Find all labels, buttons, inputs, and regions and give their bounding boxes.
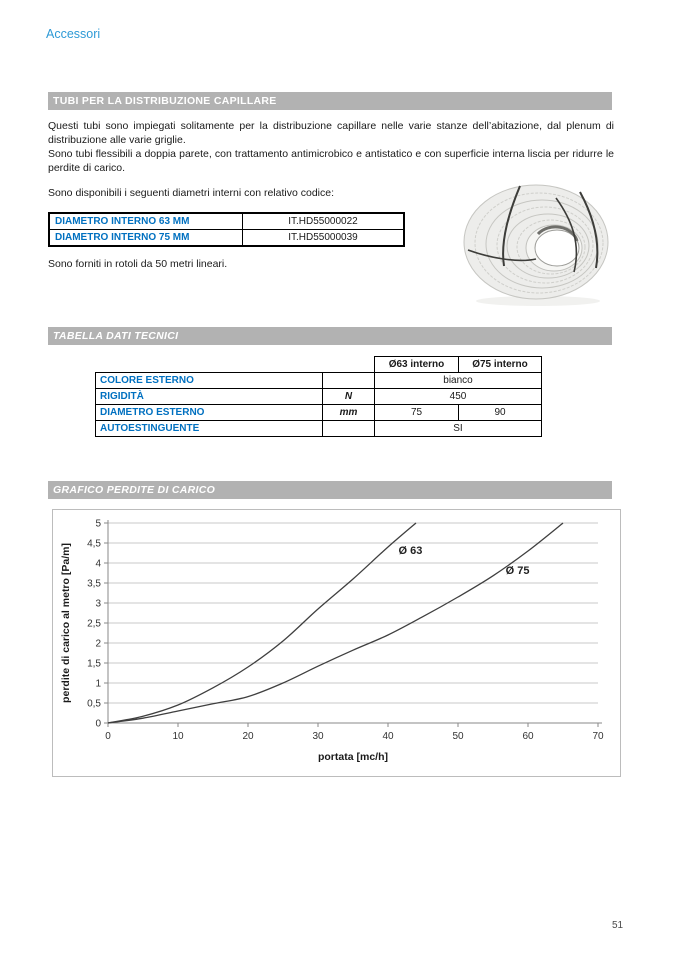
section-title: GRAFICO PERDITE DI CARICO xyxy=(53,484,216,496)
svg-text:perdite di carico al metro [Pa: perdite di carico al metro [Pa/m] xyxy=(60,543,72,703)
diameter-63-label: DIAMETRO INTERNO 63 MM xyxy=(49,213,243,230)
svg-text:0: 0 xyxy=(95,718,101,730)
svg-text:4,5: 4,5 xyxy=(87,538,101,550)
svg-text:60: 60 xyxy=(522,731,534,742)
svg-text:30: 30 xyxy=(312,731,324,742)
row-value: 450 xyxy=(375,389,542,405)
svg-text:1,5: 1,5 xyxy=(87,658,101,670)
svg-text:10: 10 xyxy=(172,731,184,742)
row-label: DIAMETRO ESTERNO xyxy=(96,405,323,421)
page-number: 51 xyxy=(612,920,624,931)
row-value: SI xyxy=(375,421,542,437)
row-unit xyxy=(323,421,375,437)
row-unit: N xyxy=(323,389,375,405)
codes-intro-line: Sono disponibili i seguenti diametri interni con relativo codice: xyxy=(48,187,334,199)
section-bar-tabella-dati xyxy=(48,327,612,345)
row-value-d63: 75 xyxy=(375,405,459,421)
row-value-d75: 90 xyxy=(459,405,542,421)
svg-text:20: 20 xyxy=(242,731,254,742)
supply-note-line: Sono forniti in rotoli da 50 metri lineari. xyxy=(48,258,228,270)
table-header-row xyxy=(96,357,542,373)
svg-text:70: 70 xyxy=(592,731,604,742)
table-row xyxy=(49,213,404,230)
col-header-d75: Ø75 interno xyxy=(459,357,542,373)
svg-text:portata [mc/h]: portata [mc/h] xyxy=(317,751,389,763)
table-row xyxy=(49,230,404,247)
svg-text:40: 40 xyxy=(382,731,394,742)
svg-text:2,5: 2,5 xyxy=(87,618,101,630)
section-bar-tubi-capillare xyxy=(48,92,612,110)
diameter-63-code: IT.HD55000022 xyxy=(243,213,405,230)
page-header-accessori: Accessori xyxy=(46,27,101,41)
row-label: COLORE ESTERNO xyxy=(96,373,323,389)
svg-text:3,5: 3,5 xyxy=(87,578,101,590)
technical-data-table xyxy=(95,356,542,437)
svg-text:Ø 63: Ø 63 xyxy=(398,545,423,558)
row-unit: mm xyxy=(323,405,375,421)
svg-text:Ø 75: Ø 75 xyxy=(505,565,530,578)
svg-text:3: 3 xyxy=(95,598,101,610)
svg-text:1: 1 xyxy=(95,678,101,690)
col-header-d63: Ø63 interno xyxy=(375,357,459,373)
svg-text:2: 2 xyxy=(95,638,101,650)
table-row xyxy=(96,373,542,389)
section-bar-grafico xyxy=(48,481,612,499)
row-unit xyxy=(323,373,375,389)
table-row xyxy=(96,405,542,421)
row-label: RIGIDITÀ xyxy=(96,389,323,405)
diameter-75-label: DIAMETRO INTERNO 75 MM xyxy=(49,230,243,247)
pressure-loss-chart xyxy=(53,510,618,774)
product-photo-coil xyxy=(460,180,618,310)
diameter-codes-table xyxy=(48,212,405,247)
diameter-75-code: IT.HD55000039 xyxy=(243,230,405,247)
table-row xyxy=(96,389,542,405)
svg-text:5: 5 xyxy=(95,518,101,530)
intro-paragraphs xyxy=(48,120,614,176)
row-label: AUTOESTINGUENTE xyxy=(96,421,323,437)
intro-paragraph-2: Sono tubi flessibili a doppia parete, con trattamento antimicrobico e antistatico e con superficie interna liscia per ridurre le perdite di carico. xyxy=(48,147,614,174)
svg-text:0,5: 0,5 xyxy=(87,698,101,710)
svg-text:50: 50 xyxy=(452,731,464,742)
svg-text:4: 4 xyxy=(95,558,101,570)
intro-paragraph-1: Questi tubi sono impiegati solitamente per la distribuzione capillare nelle varie stanze dell’abitazione, dal plenum di distribuzione alle varie griglie. xyxy=(48,120,614,146)
section-title: TABELLA DATI TECNICI xyxy=(53,330,179,342)
row-value: bianco xyxy=(375,373,542,389)
pressure-loss-chart-frame xyxy=(52,509,621,777)
svg-text:0: 0 xyxy=(105,731,111,742)
section-title: TUBI PER LA DISTRIBUZIONE CAPILLARE xyxy=(53,95,277,107)
table-row xyxy=(96,421,542,437)
